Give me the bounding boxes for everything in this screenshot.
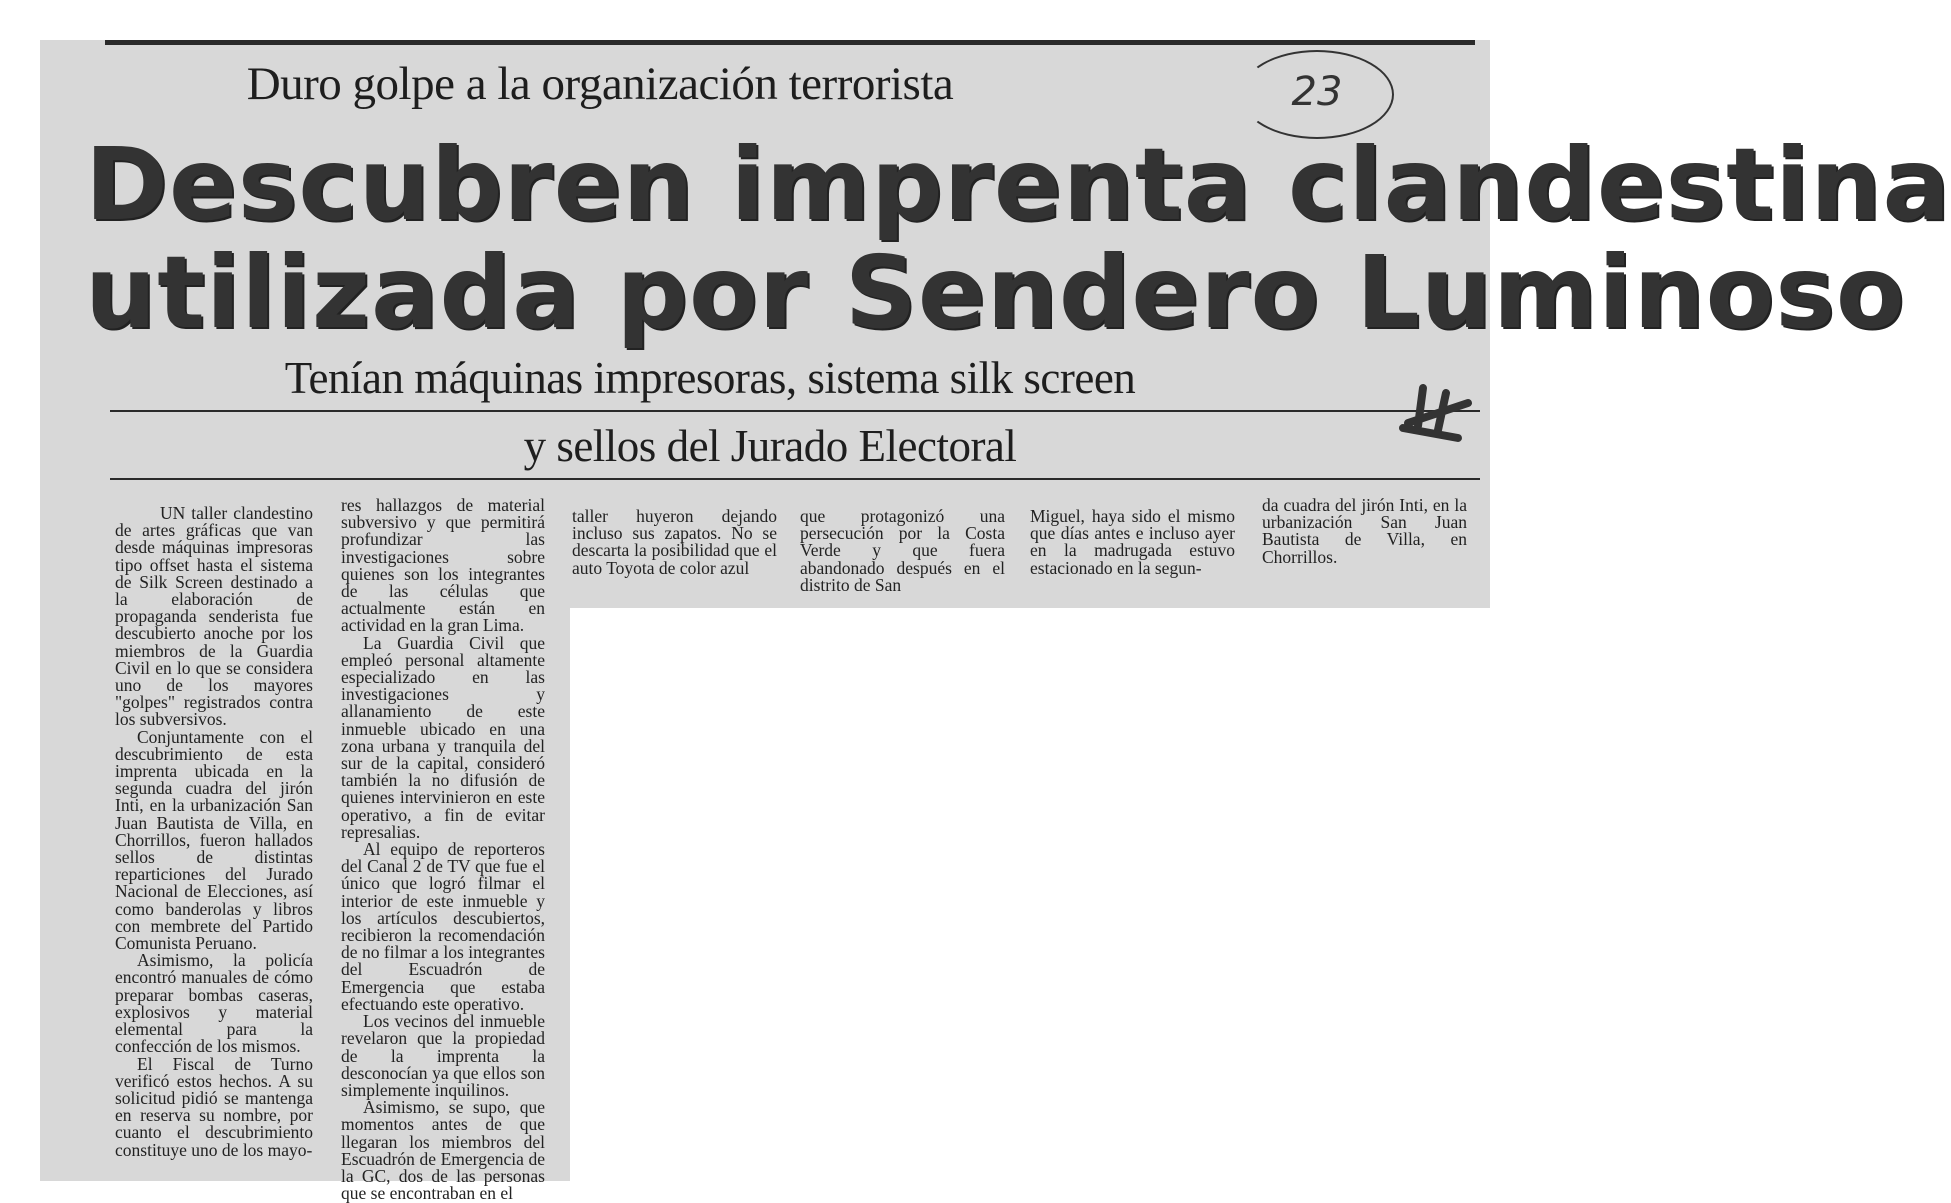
deck-rule-2 [110,478,1480,480]
column-2-paragraph: La Guardia Civil que empleó personal altamente especializado en las investigaciones y allanamiento de este inmueble ubicado en una zona urbana y tranquila del sur de la capital, consideró también la no difusión de quienes intervinieron en este operativo, a fin de evitar represalias. [341,632,545,842]
column-2-paragraph: res hallazgos de material subversivo y que permitirá profundizar las investigaciones sobre quienes son los integrantes de las células que actualmente están en actividad en la gran Lima. [341,495,545,636]
column-2-paragraph: Asimismo, se supo, que momentos antes de que llegaran los miembros del Escuadrón de Emergencia de la GC, dos de las personas que se encontraban en el [341,1097,545,1203]
handwritten-mark-icon [1398,378,1478,448]
column-1-paragraph: El Fiscal de Turno verificó estos hechos. A su solicitud pidió se mantenga en reserva su nombre, por cuanto el descubrimiento constituye uno de los mayo- [115,1053,313,1160]
headline-line-1: Descubren imprenta clandestina [85,126,1951,243]
column-1-paragraph: UN taller clandestino de artes gráficas que van desde máquinas impresoras tipo offset hasta el sistema de Silk Screen destinado a la elaboración de propaganda senderista fue descubierto anoche por los miembros de la Guardia Civil en lo que se considera uno de los mayores "golpes" registrados contra los subversivos. [115,503,313,730]
deck-line-2: y sellos del Jurado Electoral [523,421,1017,471]
handwritten-page-note: 23 [1240,50,1394,139]
column-2-paragraph: Al equipo de reporteros del Canal 2 de TV que fue el único que logró filmar el interior de este inmueble y los artículos descubiertos, recibieron la recomendación de no filmar a los integrantes del Escuadrón de Emergencia que estaba efectuando este operativo. [341,839,545,1014]
column-4-paragraph: que protagonizó una persecución por la Costa Verde y que fuera abandonado después en el distrito de San [800,506,1005,595]
article-column-3 [572,508,777,577]
article-column-4 [800,508,1005,594]
column-2-paragraph: Los vecinos del inmueble revelaron que la propiedad de la imprenta la desconocían ya que ellos son simplemente inquilinos. [341,1011,545,1100]
kicker: Duro golpe a la organización terrorista [246,58,954,110]
column-1-paragraph: Asimismo, la policía encontró manuales de cómo preparar bombas caseras, explosivos y material elemental para la confección de los mismos. [115,950,313,1057]
article-column-5 [1030,508,1235,577]
column-5-paragraph: Miguel, haya sido el mismo que días antes e incluso ayer en la madrugada estuvo estacionado en la segun- [1030,506,1235,578]
article-column-6 [1262,497,1467,566]
article-column-1 [115,505,313,1159]
column-3-paragraph: taller huyeron dejando incluso sus zapatos. No se descarta la posibilidad que el auto Toyota de color azul [572,506,777,578]
column-6-paragraph: da cuadra del jirón Inti, en la urbanización San Juan Bautista de Villa, en Chorrillos. [1262,495,1467,567]
headline-line-2: utilizada por Sendero Luminoso [85,234,1906,351]
article-column-2 [341,497,545,1202]
column-1-paragraph: Conjuntamente con el descubrimiento de esta imprenta ubicada en la segunda cuadra del jirón Inti, en la urbanización San Juan Bautista de Villa, en Chorrillos, fueron hallados sellos de distintas reparticiones del Jurado Nacional de Elecciones, así como banderolas y libros con membrete del Partido Comunista Peruano. [115,726,313,954]
top-rule [105,40,1475,45]
deck-rule-1 [110,410,1480,412]
deck-line-1: Tenían máquinas impresoras, sistema silk screen [284,353,1136,403]
